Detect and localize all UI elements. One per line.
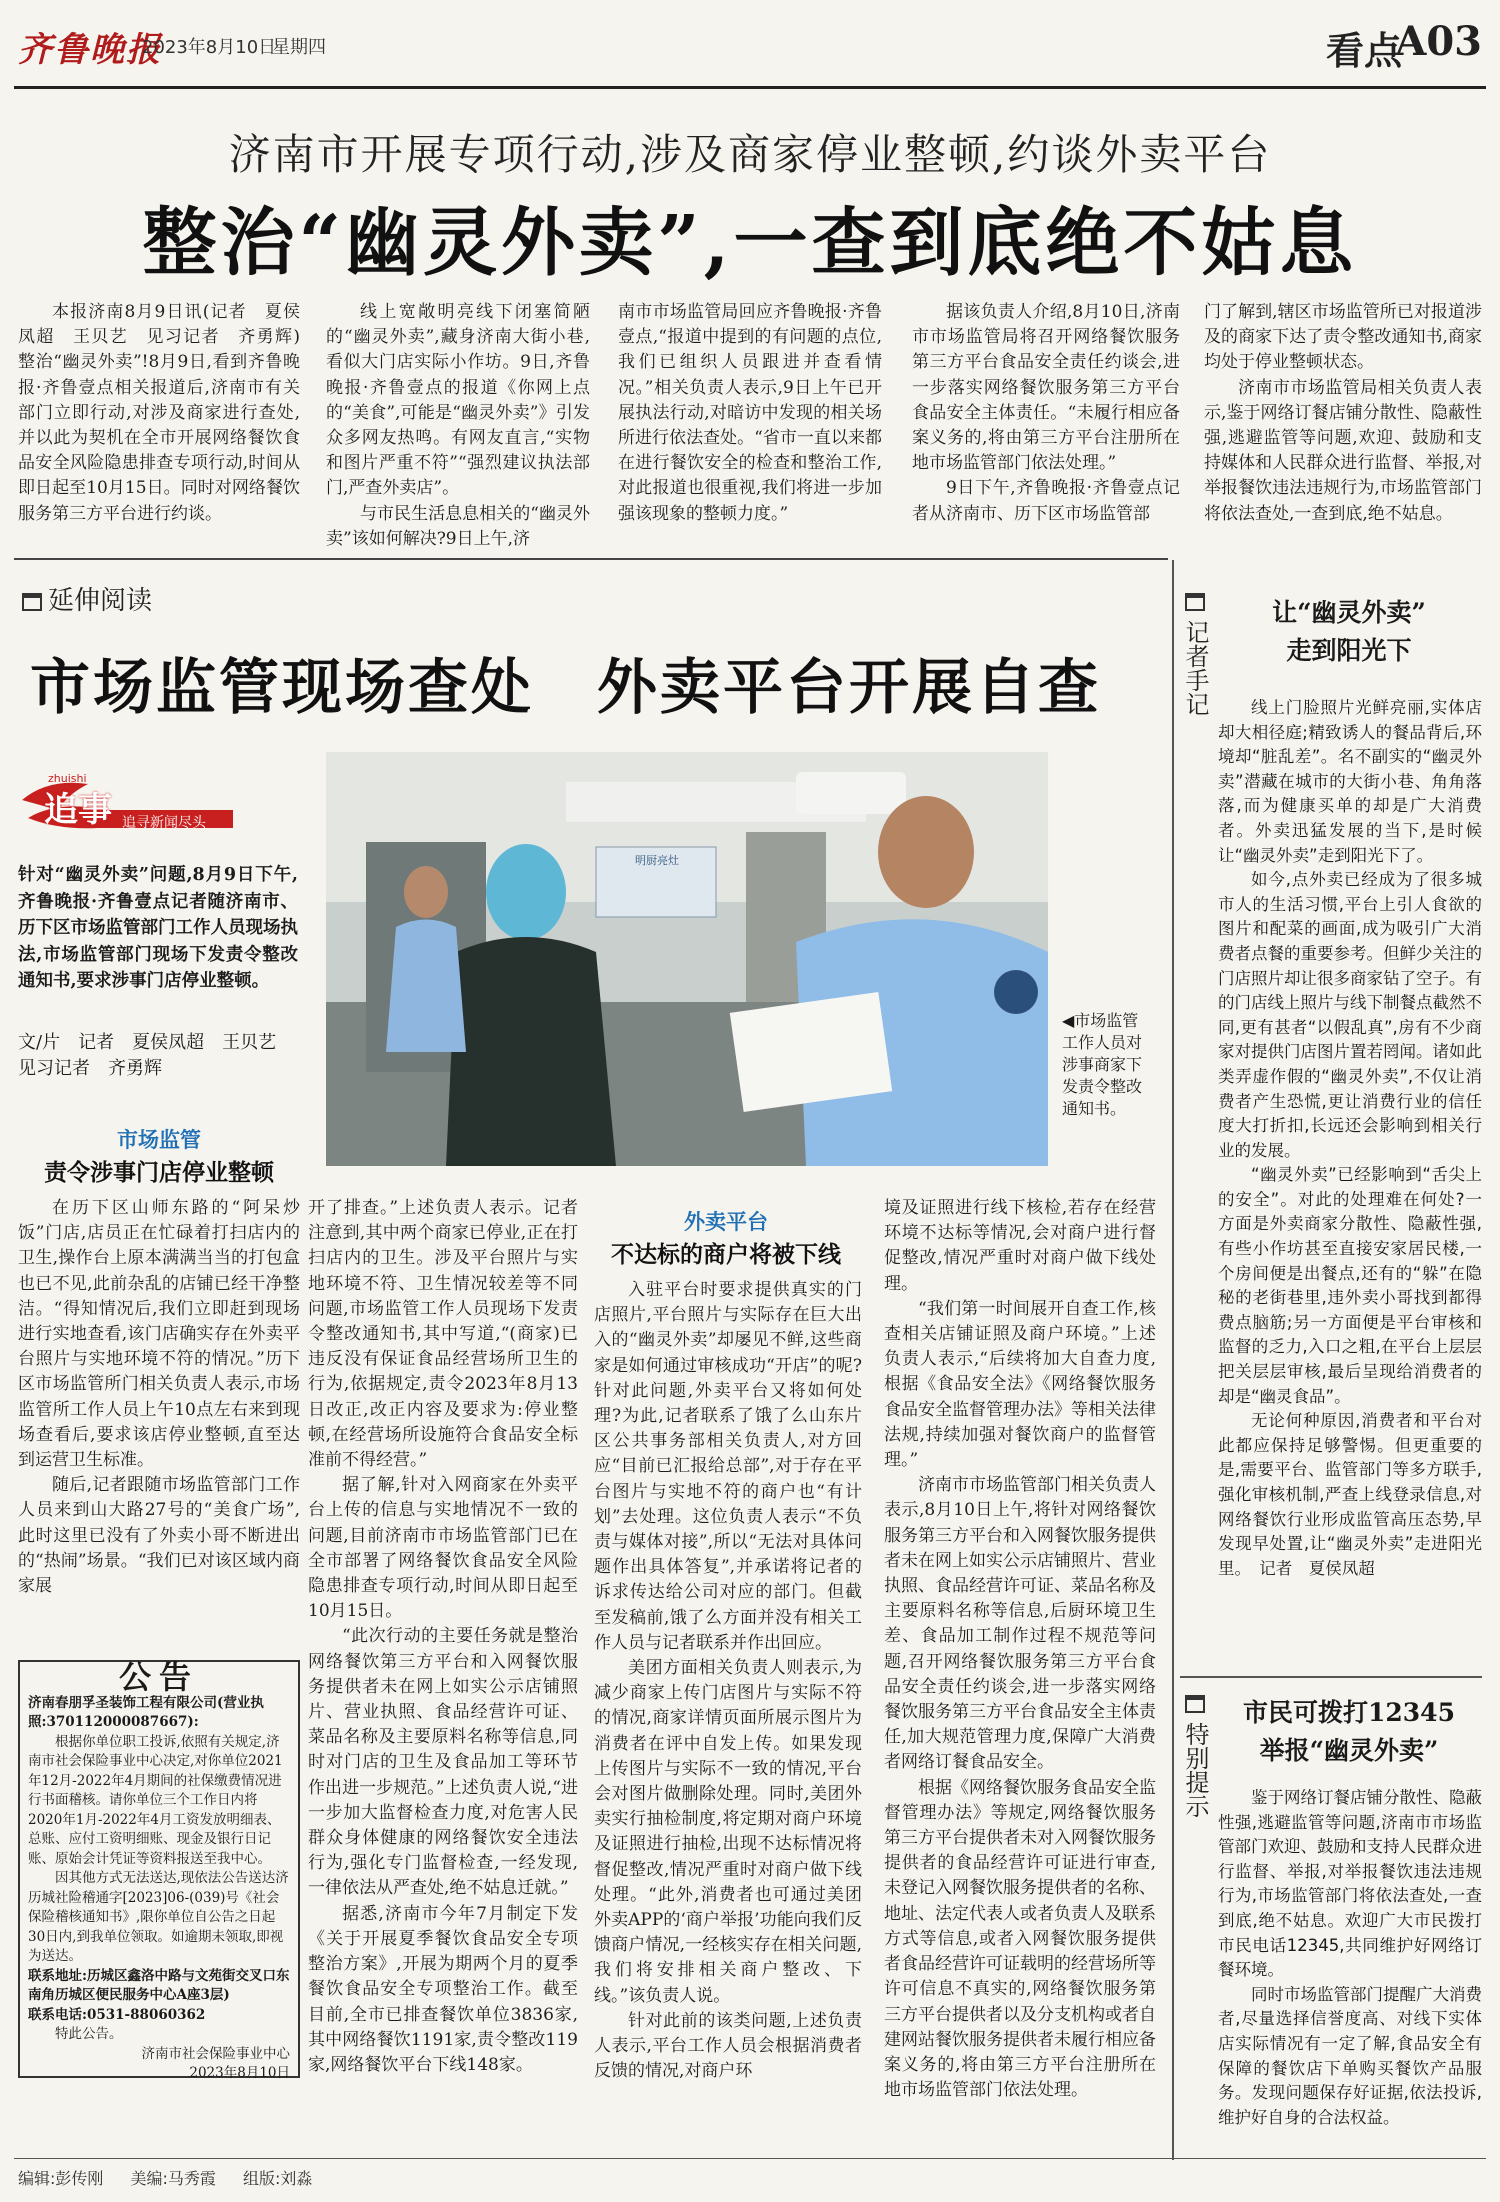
market-paragraph: “此次行动的主要任务就是整治网络餐饮第三方平台和入网餐饮服务提供者未在网上如实公示店铺照片、营业执照、食品经营许可证、菜品名称及主要原料名称等信息,同时对门店的卫生及食品加工等环节作出进一步规范。”上述负责人说,“进一步加大监督检查力度,对危害人民群众身体健康的网络餐饮安全违法行为,强化专门监督检查,一经发现,一律依法从严查处,绝不姑息迁就。” (308, 1626, 578, 1899)
byline-line: 见习记者 齐勇辉 (18, 1058, 162, 1079)
notice-paragraph: 根据你单位职工投诉,依照有关规定,济南市社会保险事业中心决定,对你单位2021年12月-2022年4月期间的社保缴费情况进行书面稽核。请你单位三个工作日内将2020年1月-2022年4月工资发放明细表、总账、应付工资明细账、现金及银行日记账、原始会计凭证等资料报送至我中心。 (28, 1733, 283, 1867)
commentary-label-text: 记者手记 (1181, 620, 1209, 716)
hotline-title-line: 举报“幽灵外卖” (1259, 1736, 1439, 1765)
platform-paragraph: 根据《网络餐饮服务食品安全监督管理办法》等规定,网络餐饮服务第三方平台提供者未对入网餐饮服务提供者的食品经营许可证进行审查,未登记入网餐饮服务提供者的名称、地址、法定代表人或者负责人及联系方式等信息,或者入网餐饮服务提供者食品经营许可证载明的经营场所等许可信息不真实的,网络餐饮服务第三方平台提供者以及分支机构或者自建网站餐饮服务提供者未履行相应备案义务的,将由第三方平台注册所在地市场监管部门依法处理。 (884, 1777, 1156, 2101)
notice-paragraph: 因其他方式无法送达,现依法公告送达济历城社险稽通字[2023]06-(039)号《社会保险稽核通知书》,限你单位自公告之日起30日内,到我单位领取。如逾期未领取,即视为送达。 (28, 1870, 289, 1964)
sidebar-divider (1172, 560, 1174, 2160)
zhuishi-tagline: 追寻新闻尽头 (122, 815, 206, 831)
commentary-paragraph: “幽灵外卖”已经影响到“舌尖上的安全”。对此的处理难在何处?一方面是外卖商家分散性、隐蔽性强,有些小作坊甚至直接安家居民楼,一个房间便是出餐点,还有的“躲”在隐秘的老街巷里,违外卖小哥找到都得费点脑筋;另一方面便是平台审核和监督的乏力,入口之粗,在平台上层层把关层层审核,最后呈现给消费者的却是“幽灵食品”。 (1218, 1165, 1482, 1406)
photo-sign-text: 明厨亮灶 (635, 854, 679, 867)
box-marker-icon (1185, 1695, 1205, 1713)
market-column-1 (18, 1196, 300, 1650)
page-footer (18, 2166, 334, 2189)
platform-paragraph: 境及证照进行线下核检,若存在经营环境不达标等情况,会对商户进行督促整改,情况严重时对商户做下线处理。 (884, 1198, 1156, 1294)
hotline-body (1218, 1786, 1482, 2146)
footer-designer: 美编:马秀霞 (130, 2169, 216, 2188)
public-notice (18, 1658, 300, 2081)
extended-reading-label (22, 580, 152, 617)
platform-paragraph: 美团方面相关负责人则表示,为减少商家上传门店图片与实际不符的情况,商家详情页面所展示图片为消费者在评中自发上传。如果发现上传图片与实际不一致的情况,平台会对图片做删除处理。同时,美团外卖实行抽检制度,将定期对商户环境及证照进行抽检,出现不达标情况将督促整改,情况严重时对商户做下线处理。“此外,消费者也可通过美团外卖APP的‘商户举报’功能向我们反馈商户情况,一经核实存在相关问题,我们将安排相关商户整改、下线。”该负责人说。 (594, 1658, 862, 2006)
box-marker-icon (1185, 593, 1205, 611)
notice-phone: 联系电话:0531-88060362 (28, 2006, 206, 2023)
platform-paragraph: 入驻平台时要求提供真实的门店照片,平台照片与实际存在巨大出入的“幽灵外卖”却屡见不鲜,这些商家是如何通过审核成功“开店”的呢?针对此问题,外卖平台又将如何处理?为此,记者联系了饿了么山东片区公共事务部相关负责人,对方回应“目前已汇报给总部”,对于存在平台图片与实地不符的商户也“有计划”去处理。这位负责人表示“不负责与媒体对接”,所以“无法对具体问题作出具体答复”,并承诺将记者的诉求传达给公司对应的部门。但截至发稿前,饿了么方面并没有相关工作人员与记者联系并作出回应。 (594, 1280, 862, 1653)
byline-line: 文/片 记者 夏侯凤超 王贝艺 (18, 1032, 277, 1053)
notice-signature: 济南市社会保险事业中心 (141, 2045, 290, 2062)
market-title: 责令涉事门店停业整顿 (44, 1159, 274, 1186)
lead-column-1 (18, 300, 317, 538)
market-paragraph: 据悉,济南市今年7月制定下发《关于开展夏季餐饮食品安全专项整治方案》,开展为期两个月的夏季餐饮食品安全专项整治工作。截至目前,全市已排查餐饮单位3836家,其中网络餐饮1191家,责令整改119家,网络餐饮平台下线148家。 (308, 1903, 578, 2075)
commentary-body (1218, 696, 1482, 1676)
market-column-2 (308, 1196, 578, 2144)
lead-column-3 (618, 300, 882, 538)
newspaper-logo: 齐鲁晚报 (18, 30, 162, 70)
platform-title: 不达标的商户将被下线 (611, 1241, 841, 1268)
platform-paragraph: 济南市市场监管部门相关负责人表示,8月10日上午,将针对网络餐饮服务第三方平台和入网餐饮服务提供者未在网上如实公示店铺照片、营业执照、食品经营许可证、菜品名称及主要原料名称等信息,后厨环境卫生差、食品加工制作过程不规范等问题,召开网络餐饮服务第三方平台食品安全责任约谈会,进一步落实网络餐饮服务第三方平台食品安全主体责任,加大规范管理力度,保障广大消费者网络订餐食品安全。 (884, 1475, 1156, 1773)
notice-addressee: 济南春朋孚圣装饰工程有限公司(营业执照:370112000087667): (28, 1694, 264, 1730)
footer-layout: 组版:刘淼 (243, 2169, 313, 2188)
lead-column-2 (326, 300, 590, 549)
lead-headline: 整治“幽灵外卖”,一查到底绝不姑息 (142, 200, 1358, 286)
page-number: A03 (1395, 18, 1482, 65)
hotline-paragraph: 鉴于网络订餐店铺分散性、隐蔽性强,逃避监管等问题,济南市市场监管部门欢迎、鼓励和支持人民群众进行监督、举报,对举报餐饮违法违规行为,市场监管部门将依法查处,一查到底,绝不姑息。欢迎广大市民拨打市民电话12345,共同维护好网络订餐环境。 (1218, 1788, 1482, 1980)
lead-paragraph: 与市民生活息息相关的“幽灵外卖”该如何解决?9日上午,济 (326, 503, 590, 549)
footer-editor: 编辑:彭传刚 (18, 2169, 104, 2188)
platform-kicker: 外卖平台 (684, 1210, 768, 1234)
lead-paragraph: 门了解到,辖区市场监管所已对报道涉及的商家下达了责令整改通知书,商家均处于停业整顿状态。 (1204, 302, 1482, 373)
sidebar-section-rule (1180, 1676, 1482, 1678)
platform-paragraph: “我们第一时间展开自查工作,核查相关店铺证照及商户环境。”上述负责人表示,“后续将加大自查力度,根据《食品安全法》《网络餐饮服务食品安全监督管理办法》等相关法律法规,持续加强对餐饮商户的监督管理。” (884, 1298, 1156, 1471)
notice-address: 联系地址:历城区鑫洛中路与文苑街交叉口东南角历城区便民服务中心A座3层) (28, 1967, 290, 2003)
news-photo (326, 752, 1048, 1166)
hotline-paragraph: 同时市场监管部门提醒广大消费者,尽量选择信誉度高、对线下实体店实际情况有一定了解,食品安全有保障的餐饮店下单购买餐饮产品服务。发现问题保存好证据,依法投诉,维护好自身的合法权益。 (1218, 1984, 1482, 2127)
lead-paragraph: 线上宽敞明亮线下闭塞简陋的“幽灵外卖”,藏身济南大街小巷,看似大门店实际小作坊。9日,齐鲁晚报·齐鲁壹点的报道《你网上点的“美食”,可能是“幽灵外卖”》引发众多网友热鸣。有网友直言,“实物和图片严重不符”“强烈建议执法部门,严查外卖店”。 (326, 302, 590, 499)
footer-rule (14, 2158, 1486, 2159)
lead-column-5 (1204, 300, 1482, 538)
section-divider (14, 558, 1168, 560)
notice-closing: 特此公告。 (55, 2026, 123, 2042)
commentary-label (1178, 590, 1212, 716)
commentary-title (1218, 594, 1480, 670)
commentary-paragraph: 无论何种原因,消费者和平台对此都应保持足够警惕。但更重要的是,需要平台、监管部门等多方联手,强化审核机制,严查上线登录信息,对网络餐饮行业形成监管高压态势,早发现早处置,让“幽灵外卖”走进阳光里。 记者 夏侯凤超 (1218, 1411, 1482, 1578)
hotline-label-text: 特别提示 (1181, 1722, 1209, 1818)
extended-byline (18, 1030, 298, 1082)
hotline-title (1218, 1694, 1480, 1770)
lead-paragraph: 本报济南8月9日讯(记者 夏侯凤超 王贝艺 见习记者 齐勇辉) 整治“幽灵外卖”!8月9日,看到齐鲁晚报·齐鲁壹点相关报道后,济南市有关部门立即行动,对涉及商家进行查处,并以此为契机在全市开展网络餐饮食品安全风险隐患排查专项行动,时间从即日起至10月15日。同时对网络餐饮服务第三方平台进行约谈。 (18, 302, 317, 524)
commentary-paragraph: 线上门脸照片光鲜亮丽,实体店却大相径庭;精致诱人的餐品背后,环境却“脏乱差”。名不副实的“幽灵外卖”潜藏在城市的大街小巷、角角落落,而为健康买单的却是广大消费者。外卖迅猛发展的当下,是时候让“幽灵外卖”走到阳光下了。 (1218, 698, 1482, 865)
section-name: 看点 (1325, 28, 1402, 73)
market-paragraph: 据了解,针对入网商家在外卖平台上传的信息与实地情况不一致的问题,目前济南市市场监管部门已在全市部署了网络餐饮食品安全风险隐患排查专项行动,时间从即日起至10月15日。 (308, 1475, 578, 1622)
inspection-photo-icon (326, 752, 1048, 1166)
hotline-label (1178, 1692, 1212, 1818)
masthead-rule (14, 86, 1486, 89)
lead-subheadline: 济南市开展专项行动,涉及商家停业整顿,约谈外卖平台 (228, 130, 1272, 179)
notice-title: 公告 (118, 1658, 199, 1696)
issue-date: 2023年8月10日 (142, 37, 277, 58)
extended-reading-text: 延伸阅读 (48, 586, 153, 616)
market-paragraph: 随后,记者跟随市场监管部门工作人员来到山大路27号的“美食广场”,此时这里已没有了外卖小哥不断进出的“热闹”场景。“我们已对该区域内商家展 (18, 1475, 300, 1597)
market-paragraph: 开了排查。”上述负责人表示。记者注意到,其中两个商家已停业,正在打扫店内的卫生。涉及平台照片与实地环境不符、卫生情况较差等不同问题,市场监管工作人员现场下发责令整改通知书,其中写道,“(商家)已违反没有保证食品经营场所卫生的行为,依据规定,责令2023年8月13日改正,改正内容及要求为:停业整顿,在经营场所设施符合食品安全标准前不得经营。” (308, 1198, 578, 1471)
zhuishi-pinyin: zhuishi (48, 772, 87, 785)
lead-paragraph: 南市市场监管局回应齐鲁晚报·齐鲁壹点,“报道中提到的有问题的点位,我们已组织人员跟进并查看情况。”相关负责人表示,9日上午已开展执法行动,对暗访中发现的相关场所进行依法查处。“省市一直以来都在进行餐饮安全的检查和整治工作,对此报道也很重视,我们将进一步加强该现象的整顿力度。” (618, 302, 882, 524)
lead-paragraph: 据该负责人介绍,8月10日,济南市市场监管局将召开网络餐饮服务第三方平台食品安全责任约谈会,进一步落实网络餐饮服务第三方平台食品安全主体责任。“未履行相应备案义务的,将由第三方平台注册所在地市场监管部门依法处理。” (912, 302, 1180, 474)
commentary-title-line: 走到阳光下 (1286, 636, 1412, 665)
hotline-title-line: 市民可拨打12345 (1243, 1698, 1455, 1727)
notice-date: 2023年8月10日 (189, 2065, 290, 2081)
market-kicker: 市场监管 (117, 1128, 201, 1152)
platform-column-2 (884, 1196, 1156, 2144)
platform-paragraph: 针对此前的该类问题,上述负责人表示,平台工作人员会根据消费者反馈的情况,对商户环 (594, 2010, 862, 2082)
market-paragraph: 在历下区山师东路的“阿呆炒饭”门店,店员正在忙碌着打扫店内的卫生,操作台上原本满满当当的打包盒也已不见,此前杂乱的店铺已经干净整洁。“得知情况后,我们立即赶到现场进行实地查看,该门店确实存在外卖平台照片与实地环境不符的情况。”历下区市场监管所门相关负责人表示,市场监管所工作人员上午10点左右来到现场查看后,要求该店停业整顿,直至达到运营卫生标准。 (18, 1198, 300, 1471)
zhuishi-badge (18, 770, 240, 840)
extended-intro: 针对“幽灵外卖”问题,8月9日下午,齐鲁晚报·齐鲁壹点记者随济南市、历下区市场监管部门工作人员现场执法,市场监管部门现场下发责令整改通知书,要求涉事门店停业整顿。 (18, 865, 298, 991)
lead-column-4 (912, 300, 1180, 538)
extended-headline: 市场监管现场查处 外卖平台开展自查 (30, 653, 1101, 723)
lead-paragraph: 9日下午,齐鲁晚报·齐鲁壹点记者从济南市、历下区市场监管部 (912, 478, 1180, 524)
box-marker-icon (22, 593, 42, 611)
photo-caption: ◀市场监管工作人员对涉事商家下发责令整改通知书。 (1062, 1011, 1143, 1118)
commentary-paragraph: 如今,点外卖已经成为了很多城市人的生活习惯,平台上引人食欲的图片和配菜的画面,成为吸引广大消费者点餐的重要参考。但鲜少关注的门店照片却让很多商家钻了空子。有的门店线上照片与线下制餐点截然不同,更有甚者“以假乱真”,房有不少商家对提供门店图片置若罔闻。诸如此类弄虚作假的“幽灵外卖”,不仅让消费者产生恐慌,更让消费行业的信任度大打折扣,长远还会影响到相关行业的发展。 (1218, 870, 1482, 1160)
issue-weekday: 星期四 (272, 37, 326, 58)
zhuishi-title: 追事 (44, 790, 112, 830)
lead-paragraph: 济南市市场监管局相关负责人表示,鉴于网络订餐店铺分散性、隐蔽性强,逃避监管等问题,欢迎、鼓励和支持媒体和人民群众进行监督、举报,对举报餐饮违法违规行为,市场监管部门将依法查处,一查到底,绝不姑息。 (1204, 377, 1482, 524)
commentary-title-line: 让“幽灵外卖” (1272, 598, 1426, 627)
platform-column-1 (594, 1278, 862, 2144)
